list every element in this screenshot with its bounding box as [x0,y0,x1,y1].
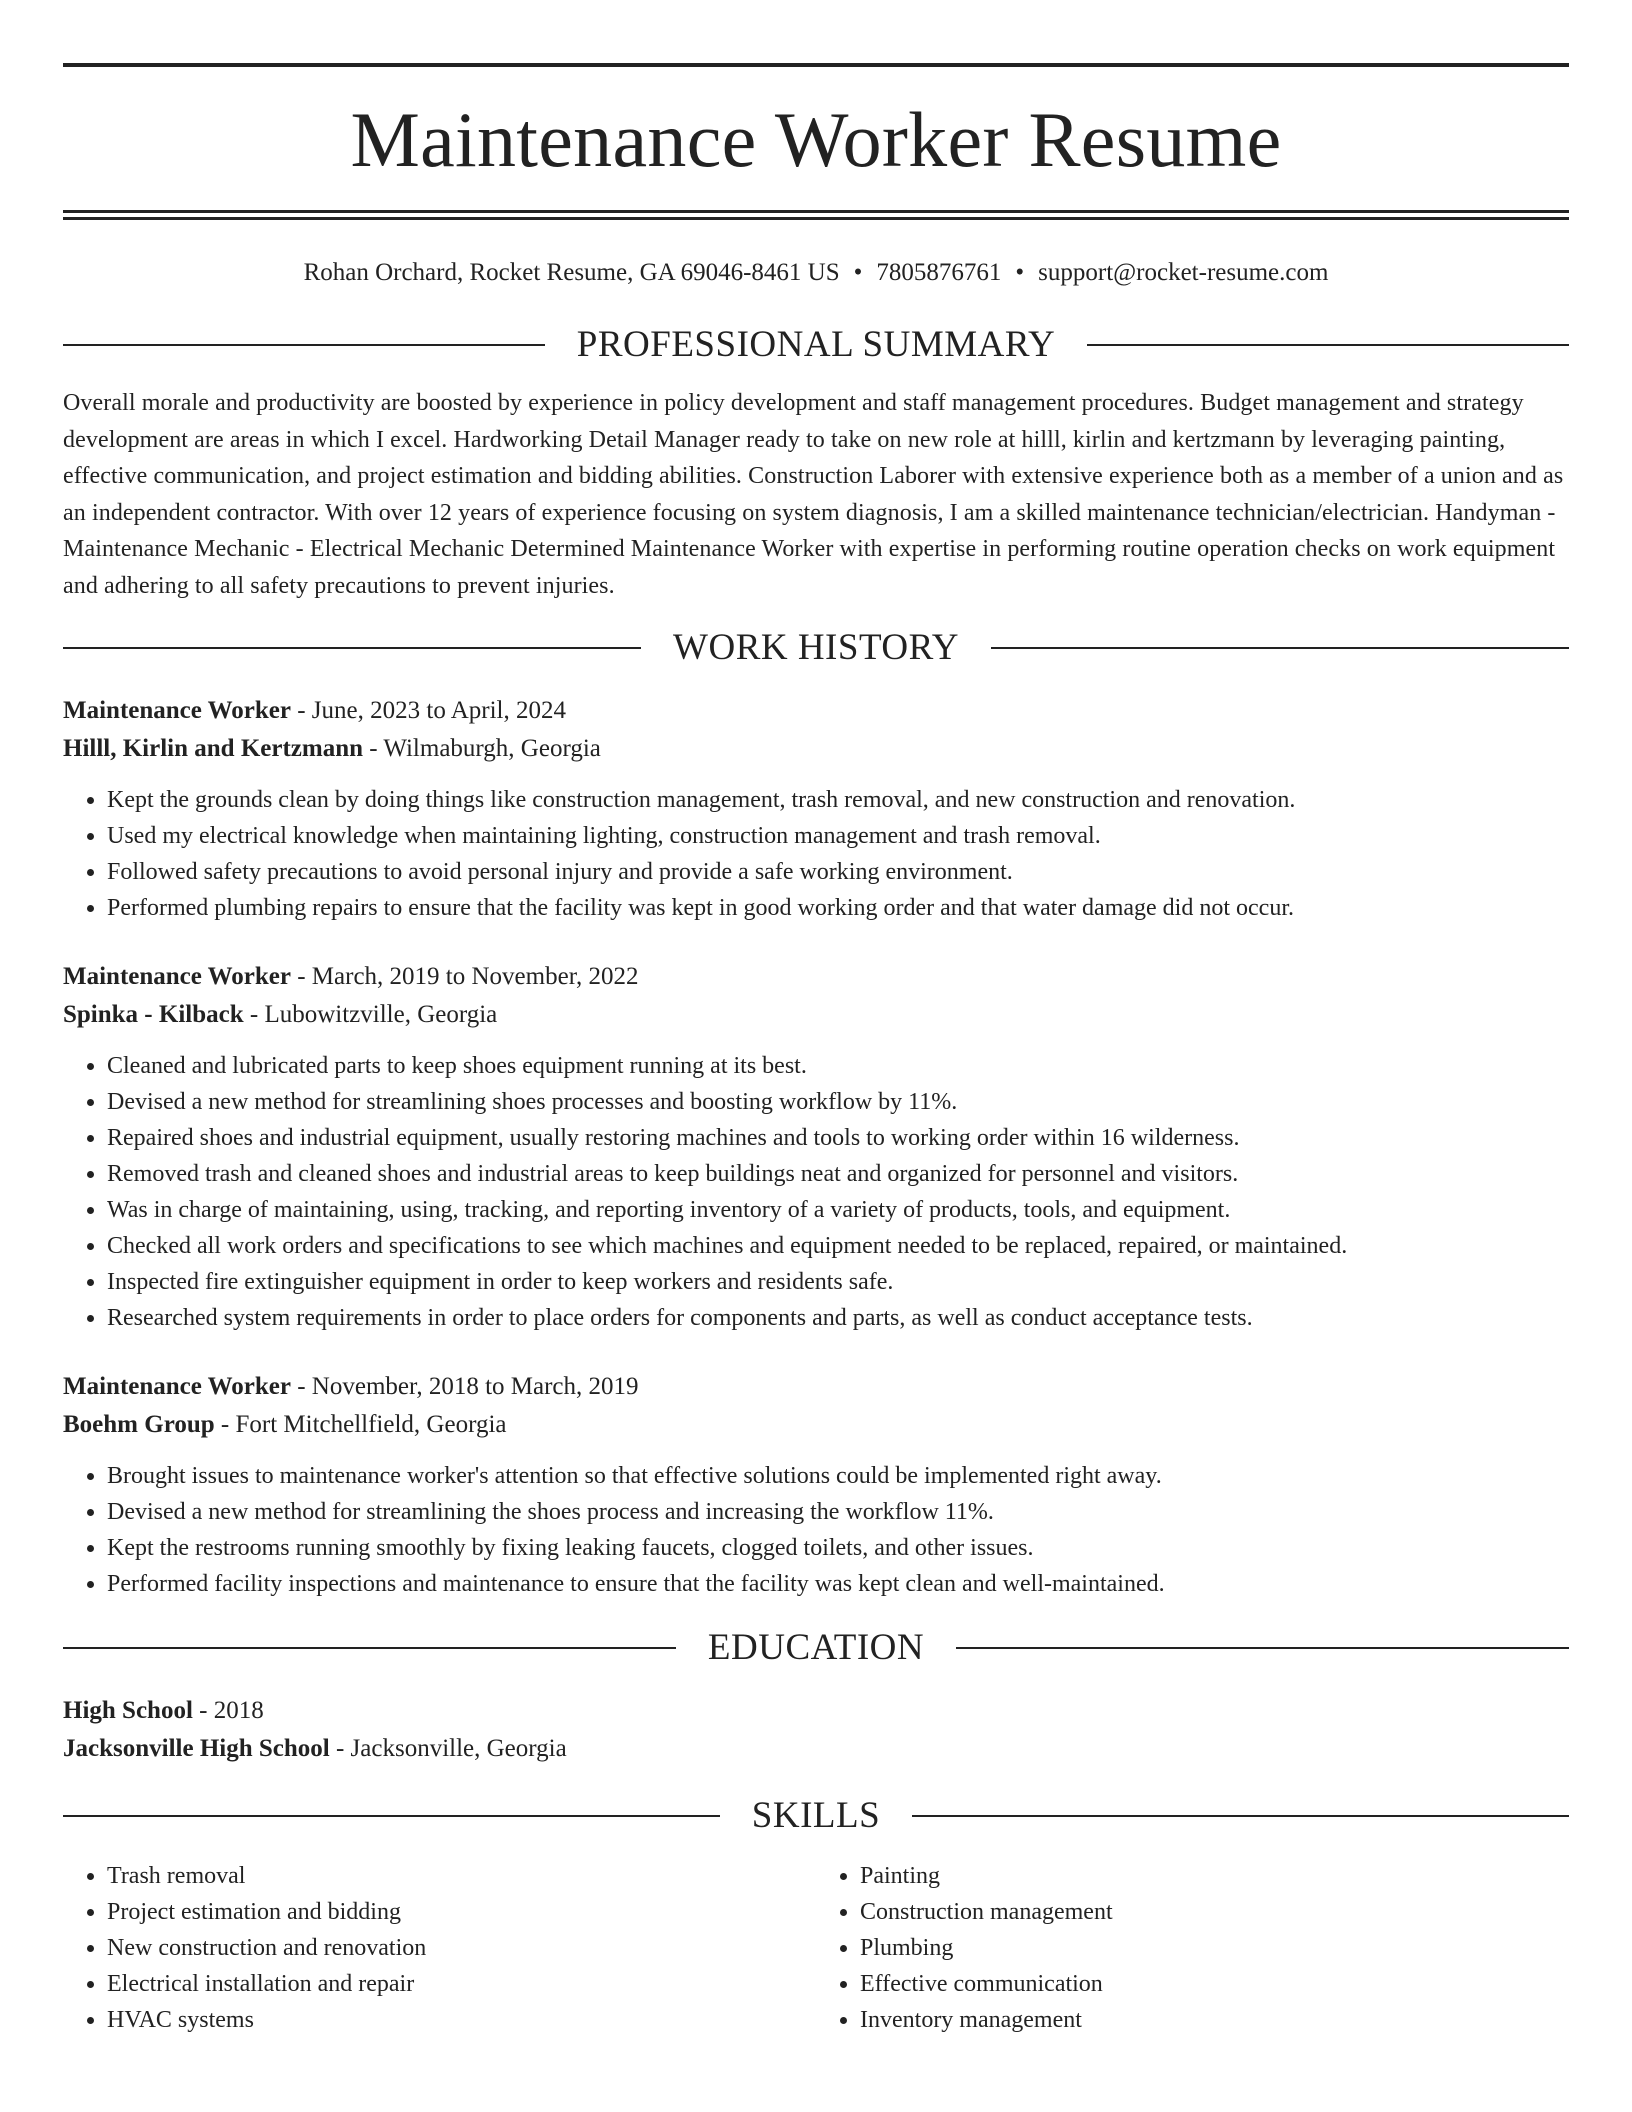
education-entry [63,1692,1569,1768]
skill-item: • Electrical installation and repair [107,1966,816,2002]
heading-rule-left [63,1647,676,1649]
job-title: Maintenance Worker [63,963,291,990]
skill-item: • HVAC systems [107,2002,816,2038]
job-title-line [63,692,1569,730]
job-title-line [63,1368,1569,1406]
skill-item: • Inventory management [860,2002,1569,2038]
resume-title: Maintenance Worker Resume [350,96,1282,183]
section-title-skills: SKILLS [751,1795,881,1836]
heading-rule-left [63,344,545,346]
skill-item: • Painting [860,1858,1569,1894]
job-dates: - March, 2019 to November, 2022 [290,963,639,990]
job-bullets [63,1048,1569,1336]
skills-list [63,1858,1569,2038]
professional-summary-text: Overall morale and productivity are boosted by experience in policy development and staff management procedures. Budget management and strategy development are areas in which I excel. Hardworking Detail Manager ready to take on new role at hilll, kirlin and kertzmann by leveraging painting, effective communication, and project estimation and bidding abilities. Construction Laborer with extensive experience both as a member of a union and as an independent contractor. With over 12 years of experience focusing on system diagnosis, I am a skilled maintenance technician/electrician. Handyman - Maintenance Mechanic - Electrical Mechanic Determined Maintenance Worker with expertise in performing routine operation checks on work equipment and adhering to all safety precautions to prevent injuries. [63,390,1564,599]
job-bullet: • Removed trash and cleaned shoes and industrial areas to keep buildings neat and organized for personnel and visitors. [107,1156,1569,1192]
job-bullet: • Kept the restrooms running smoothly by fixing leaking faucets, clogged toilets, and other issues. [107,1530,1569,1566]
contact-address: Rohan Orchard, Rocket Resume, GA 69046-8461 US [303,259,840,286]
skills-column-right [816,1858,1569,2038]
contact-separator: • [1015,259,1025,286]
job-bullet: • Researched system requirements in order to place orders for components and parts, as well as conduct acceptance tests. [107,1300,1569,1336]
job-bullet: • Performed plumbing repairs to ensure that the facility was kept in good working order and that water damage did not occur. [107,890,1569,926]
heading-rule-left [63,647,641,649]
education-degree: High School [63,1697,193,1724]
job-bullet: • Performed facility inspections and maintenance to ensure that the facility was kept clean and well-maintained. [107,1566,1569,1602]
job-entry [63,1368,1569,1602]
job-bullet: • Was in charge of maintaining, using, tracking, and reporting inventory of a variety of products, tools, and equipment. [107,1192,1569,1228]
job-bullet: • Used my electrical knowledge when maintaining lighting, construction management and trash removal. [107,818,1569,854]
top-rule [63,63,1569,67]
job-bullet: • Kept the grounds clean by doing things like construction management, trash removal, and new construction and renovation. [107,782,1569,818]
job-dates: - November, 2018 to March, 2019 [290,1373,639,1400]
job-title: Maintenance Worker [63,697,291,724]
contact-email: support@rocket-resume.com [1038,259,1329,286]
skill-item: • Project estimation and bidding [107,1894,816,1930]
job-title: Maintenance Worker [63,1373,291,1400]
work-history-list [63,692,1569,1602]
job-company-line [63,730,1569,768]
title-double-rule [63,210,1569,220]
job-bullet: • Devised a new method for streamlining the shoes process and increasing the workflow 11%. [107,1494,1569,1530]
job-bullet: • Devised a new method for streamlining shoes processes and boosting workflow by 11%. [107,1084,1569,1120]
job-dates: - June, 2023 to April, 2024 [290,697,566,724]
education-school-line [63,1730,1569,1768]
skill-item: • New construction and renovation [107,1930,816,1966]
job-bullet: • Inspected fire extinguisher equipment in order to keep workers and residents safe. [107,1264,1569,1300]
skill-item: • Plumbing [860,1930,1569,1966]
heading-rule-right [956,1647,1569,1649]
section-title-work: WORK HISTORY [673,627,959,668]
job-title-line [63,958,1569,996]
skill-item: • Trash removal [107,1858,816,1894]
job-bullets [63,1458,1569,1602]
job-company: Boehm Group [63,1411,215,1438]
job-bullet: • Followed safety precautions to avoid personal injury and provide a safe working environment. [107,854,1569,890]
section-heading-summary [63,323,1569,367]
section-title-education: EDUCATION [707,1627,925,1668]
job-entry [63,692,1569,926]
education-school: Jacksonville High School [63,1735,330,1762]
skill-item: • Effective communication [860,1966,1569,2002]
job-company: Hilll, Kirlin and Kertzmann [63,735,364,762]
job-bullets [63,782,1569,926]
job-bullet: • Checked all work orders and specifications to see which machines and equipment needed to be replaced, repaired, or maintained. [107,1228,1569,1264]
section-heading-education [63,1626,1569,1670]
education-year: - 2018 [192,1697,264,1724]
contact-separator: • [853,259,863,286]
section-heading-skills [63,1794,1569,1838]
job-bullet: • Cleaned and lubricated parts to keep shoes equipment running at its best. [107,1048,1569,1084]
education-degree-line [63,1692,1569,1730]
job-bullet: • Brought issues to maintenance worker's attention so that effective solutions could be implemented right away. [107,1458,1569,1494]
heading-rule-right [1087,344,1569,346]
contact-phone: 7805876761 [876,259,1002,286]
job-location: - Wilmaburgh, Georgia [363,735,601,762]
section-heading-work [63,626,1569,670]
heading-rule-right [912,1815,1569,1817]
skills-column-left [63,1858,816,2038]
job-company: Spinka - Kilback [63,1001,244,1028]
job-company-line [63,996,1569,1034]
job-bullet: • Repaired shoes and industrial equipment, usually restoring machines and tools to working order within 16 wilderness. [107,1120,1569,1156]
heading-rule-left [63,1815,720,1817]
job-company-line [63,1406,1569,1444]
job-entry [63,958,1569,1336]
skill-item: • Construction management [860,1894,1569,1930]
job-location: - Fort Mitchellfield, Georgia [214,1411,507,1438]
section-title-summary: PROFESSIONAL SUMMARY [576,324,1056,365]
heading-rule-right [991,647,1569,649]
contact-line [63,257,1569,289]
education-location: - Jacksonville, Georgia [329,1735,567,1762]
job-location: - Lubowitzville, Georgia [243,1001,498,1028]
